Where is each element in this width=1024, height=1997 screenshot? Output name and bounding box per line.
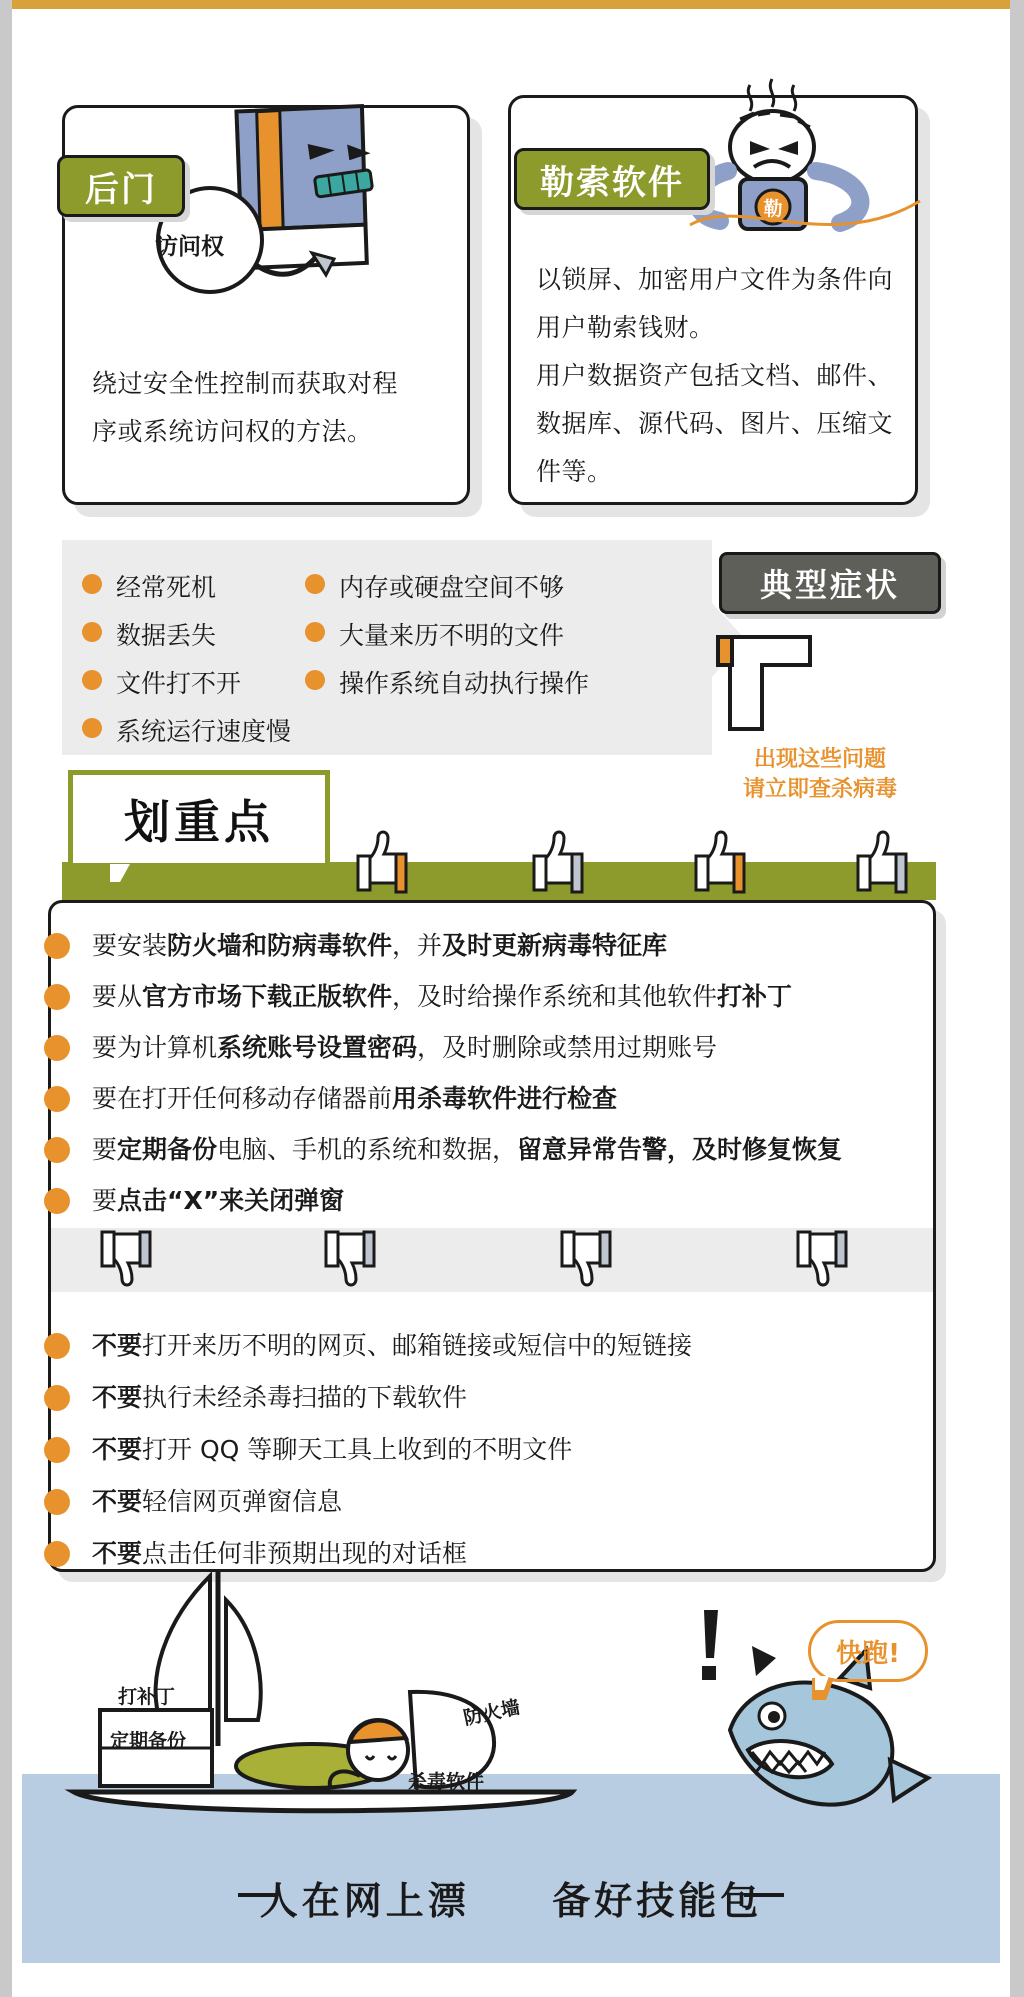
ransom-line-1: 以锁屏、加密用户文件为条件向 bbox=[536, 265, 894, 294]
ransomware-tag: 勒索软件 bbox=[514, 148, 710, 210]
thumbs-up-icon bbox=[528, 828, 586, 894]
thumbs-down-icon bbox=[556, 1230, 614, 1292]
do-item-2 bbox=[92, 981, 792, 1013]
do-item-1 bbox=[92, 930, 667, 962]
tip-segment-2: 防火墙和防病毒软件 bbox=[167, 931, 393, 960]
tip-segment-2: 打开 QQ 等聊天工具上收到的不明文件 bbox=[142, 1435, 573, 1464]
symptom-bullet bbox=[305, 574, 325, 594]
backdoor-line-1: 绕过安全性控制而获取对程 bbox=[92, 369, 399, 398]
backup-box-label: 定期备份 bbox=[110, 1730, 187, 1752]
symptom-bullet bbox=[82, 622, 102, 642]
symptom-bullet bbox=[305, 670, 325, 690]
symptom-bullet bbox=[82, 574, 102, 594]
tip-segment-3: ，并 bbox=[392, 931, 443, 960]
tip-bullet bbox=[44, 1437, 70, 1463]
do-item-4 bbox=[92, 1083, 617, 1115]
thermometer-gun-icon bbox=[700, 625, 850, 745]
thumbs-up-icon bbox=[352, 828, 410, 894]
tip-segment-1: 不要 bbox=[92, 1383, 143, 1412]
tip-segment-2: 官方市场下载正版软件 bbox=[142, 982, 393, 1011]
symptom-item-7: 操作系统自动执行操作 bbox=[339, 669, 590, 698]
thumbs-down-icon bbox=[320, 1230, 378, 1292]
dont-item-4 bbox=[92, 1486, 342, 1518]
thumbs-up-icon bbox=[852, 828, 910, 894]
tip-bullet bbox=[44, 1489, 70, 1515]
symptom-bullet bbox=[82, 670, 102, 690]
symptom-item-4: 系统运行速度慢 bbox=[116, 717, 292, 746]
tip-segment-1: 要为计算机 bbox=[92, 1033, 218, 1062]
symptom-item-6: 大量来历不明的文件 bbox=[339, 621, 565, 650]
tip-bullet bbox=[44, 1035, 70, 1061]
ransomware-illustration bbox=[680, 75, 930, 235]
typical-symptoms-badge: 典型症状 bbox=[719, 552, 941, 614]
symptom-bullet bbox=[82, 718, 102, 738]
tip-bullet bbox=[44, 1137, 70, 1163]
thumbs-up-icon bbox=[690, 828, 748, 894]
symptoms-warning bbox=[700, 745, 940, 805]
tip-segment-3: ，及时给操作系统和其他软件 bbox=[392, 982, 718, 1011]
tip-segment-2: 点击任何非预期出现的对话框 bbox=[142, 1539, 468, 1568]
tip-segment-4: 留意异常告警，及时修复恢复 bbox=[517, 1135, 843, 1164]
warning-line-1: 出现这些问题 bbox=[753, 747, 886, 772]
symptom-bullet bbox=[305, 622, 325, 642]
tip-bullet bbox=[44, 933, 70, 959]
tip-bullet bbox=[44, 984, 70, 1010]
tip-segment-1: 不要 bbox=[92, 1539, 143, 1568]
ransom-line-5: 件等。 bbox=[536, 457, 613, 486]
tip-segment-1: 要 bbox=[92, 1135, 118, 1164]
run-speech-bubble: 快跑! bbox=[808, 1620, 928, 1682]
tip-segment-1: 要安装 bbox=[92, 931, 168, 960]
svg-text:勒: 勒 bbox=[763, 198, 783, 220]
firewall-label: 防火墙 bbox=[461, 1696, 522, 1730]
backdoor-art-label: 访问权 bbox=[155, 234, 224, 260]
tip-segment-3: ，及时删除或禁用过期账号 bbox=[417, 1033, 718, 1062]
tip-bullet bbox=[44, 1333, 70, 1359]
slogan-left: 人在网上漂 bbox=[259, 1879, 470, 1923]
tip-segment-2: 轻信网页弹窗信息 bbox=[142, 1487, 343, 1516]
tip-segment-4: 打补丁 bbox=[717, 982, 793, 1011]
run-bubble-tail-inner bbox=[815, 1676, 829, 1690]
tip-segment-2: 定期备份 bbox=[117, 1135, 218, 1164]
tip-segment-1: 不要 bbox=[92, 1487, 143, 1516]
tip-bullet bbox=[44, 1385, 70, 1411]
backdoor-tag: 后门 bbox=[57, 155, 185, 217]
symptom-item-5: 内存或硬盘空间不够 bbox=[339, 573, 565, 602]
backdoor-line-2: 序或系统访问权的方法。 bbox=[92, 417, 373, 446]
tip-bullet bbox=[44, 1086, 70, 1112]
tip-segment-2: 执行未经杀毒扫描的下载软件 bbox=[142, 1383, 468, 1412]
tip-segment-3: 电脑、手机的系统和数据， bbox=[217, 1135, 518, 1164]
tip-bullet bbox=[44, 1188, 70, 1214]
tip-segment-1: 不要 bbox=[92, 1331, 143, 1360]
tip-segment-2: 系统账号设置密码 bbox=[217, 1033, 418, 1062]
do-item-3 bbox=[92, 1032, 717, 1064]
dont-item-2 bbox=[92, 1382, 467, 1414]
tip-segment-2: 用杀毒软件进行检查 bbox=[392, 1084, 618, 1113]
key-points-bubble-tail-inner bbox=[110, 864, 130, 882]
tip-segment-1: 要 bbox=[92, 1186, 118, 1215]
symptom-item-3: 文件打不开 bbox=[116, 669, 242, 698]
dont-item-3 bbox=[92, 1434, 572, 1466]
frame-top-gap bbox=[12, 9, 1010, 33]
do-item-5 bbox=[92, 1134, 842, 1166]
frame-right-edge bbox=[1010, 0, 1024, 1997]
ransom-line-3: 用户数据资产包括文档、邮件、 bbox=[536, 361, 894, 390]
tip-segment-4: 及时更新病毒特征库 bbox=[442, 931, 668, 960]
ransom-line-2: 用户勒索钱财。 bbox=[536, 313, 715, 342]
tip-segment-2: 打开来历不明的网页、邮箱链接或短信中的短链接 bbox=[142, 1331, 693, 1360]
tip-segment-1: 要从 bbox=[92, 982, 143, 1011]
symptom-item-2: 数据丢失 bbox=[116, 621, 217, 650]
symptom-item-1: 经常死机 bbox=[116, 573, 217, 602]
warning-line-2: 请立即查杀病毒 bbox=[742, 777, 897, 802]
patch-box-label: 打补丁 bbox=[118, 1686, 176, 1708]
key-points-heading: 划重点 bbox=[124, 795, 274, 849]
ransomware-definition-text bbox=[536, 256, 902, 496]
slogan-right: 备好技能包 bbox=[552, 1879, 763, 1923]
key-points-bubble bbox=[68, 770, 330, 868]
tip-segment-2: 点击“X”来关闭弹窗 bbox=[117, 1186, 345, 1215]
do-item-6 bbox=[92, 1185, 344, 1217]
thumbs-down-icon bbox=[96, 1230, 154, 1292]
frame-top-accent-line bbox=[12, 0, 1010, 9]
tip-segment-1: 要在打开任何移动存储器前 bbox=[92, 1084, 393, 1113]
backdoor-definition-text bbox=[92, 360, 442, 456]
dont-item-1 bbox=[92, 1330, 692, 1362]
antivirus-label: 杀毒软件 bbox=[408, 1771, 485, 1793]
thumbs-down-icon bbox=[792, 1230, 850, 1292]
frame-left-edge bbox=[0, 0, 12, 1997]
ransom-line-4: 数据库、源代码、图片、压缩文 bbox=[536, 409, 894, 438]
tip-segment-1: 不要 bbox=[92, 1435, 143, 1464]
slogan bbox=[22, 1870, 1000, 1925]
